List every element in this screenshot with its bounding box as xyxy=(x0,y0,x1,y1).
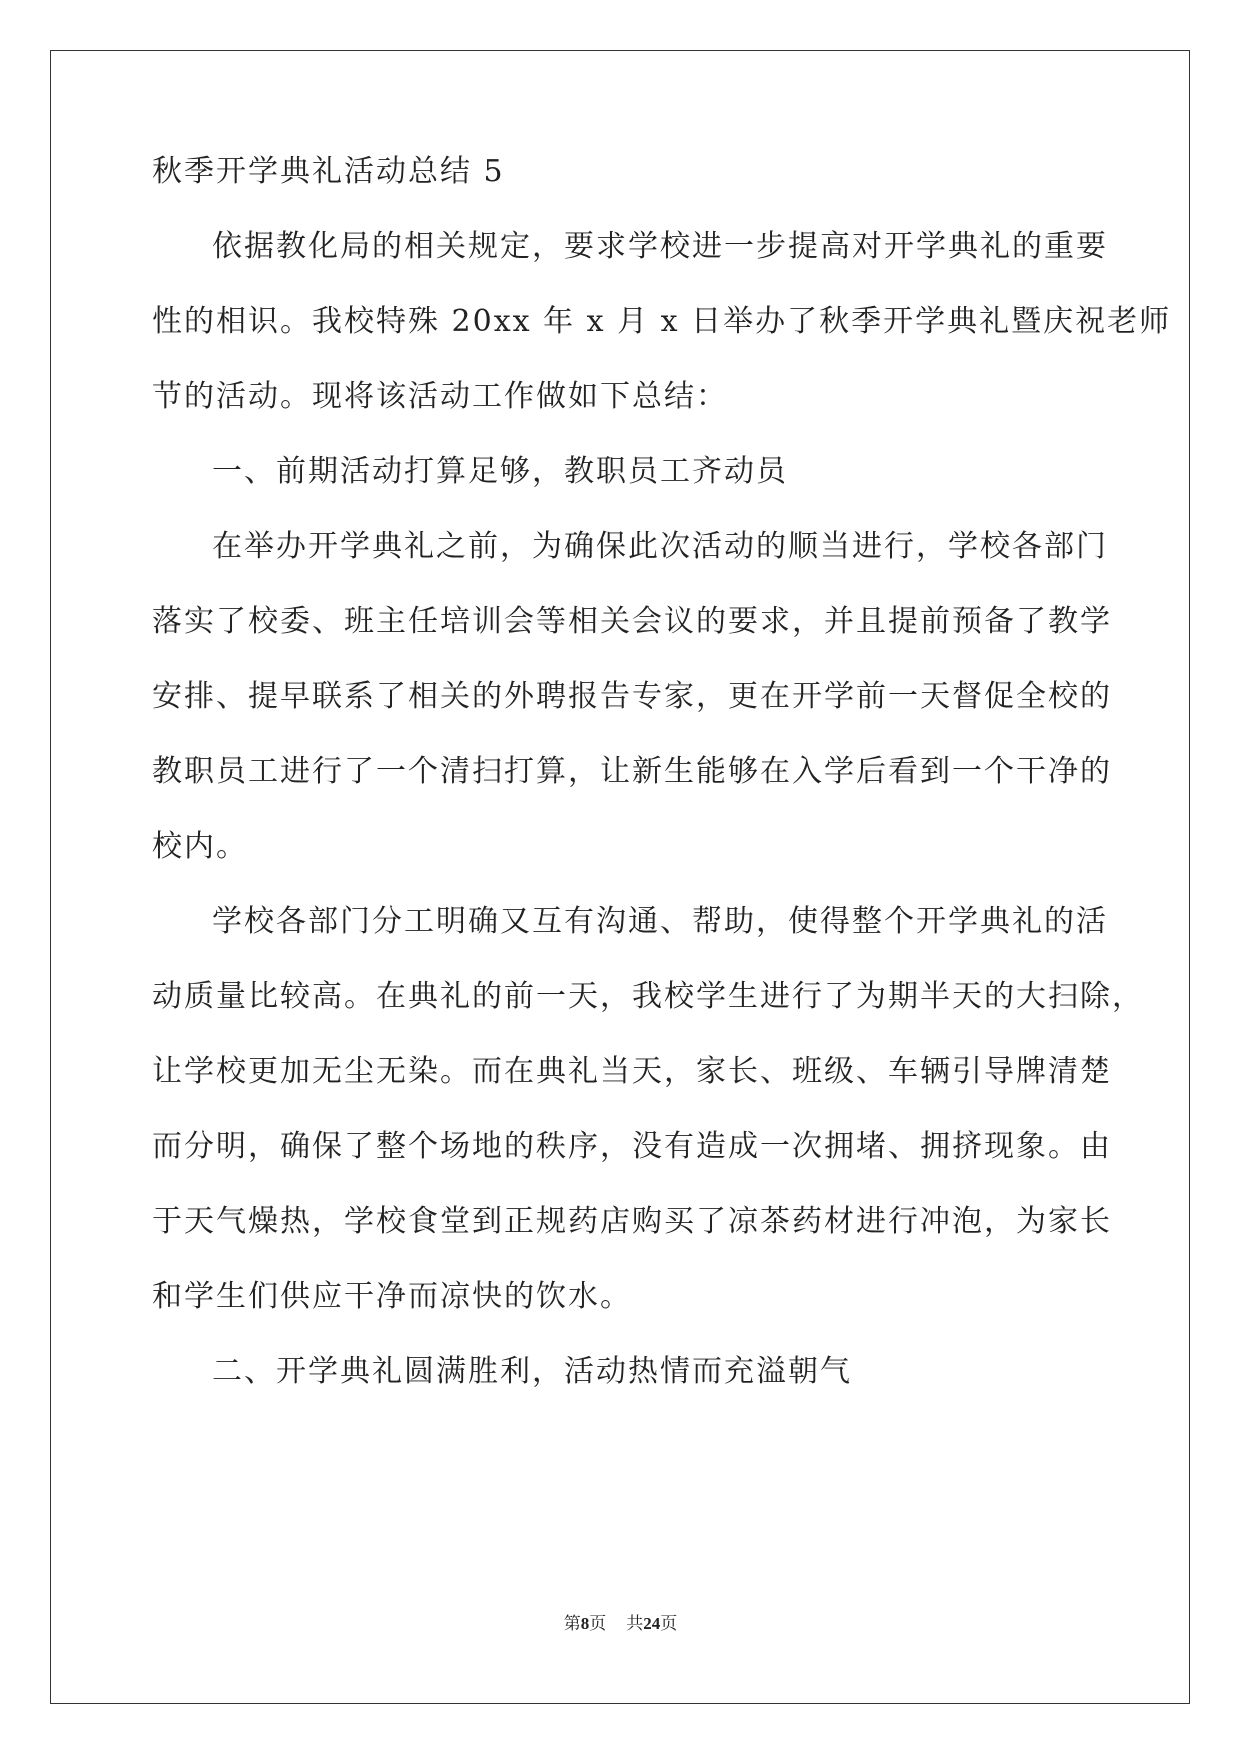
paragraph-line: 让学校更加无尘无染。而在典礼当天，家长、班级、车辆引导牌清楚 xyxy=(152,1054,1112,1089)
total-pages: 24 xyxy=(643,1614,661,1633)
paragraph-line: 校内。 xyxy=(152,829,248,864)
page-number: 8 xyxy=(580,1614,590,1633)
paragraph-line: 在举办开学典礼之前，为确保此次活动的顺当进行，学校各部门 xyxy=(212,529,1108,564)
paragraph-line: 和学生们供应干净而凉快的饮水。 xyxy=(152,1279,632,1314)
total-prefix: 共 xyxy=(626,1614,644,1634)
paragraph-line: 学校各部门分工明确又互有沟通、帮助，使得整个开学典礼的活 xyxy=(212,904,1108,939)
paragraph-line: 教职员工进行了一个清扫打算，让新生能够在入学后看到一个干净的 xyxy=(152,754,1112,789)
paragraph-line: 节的活动。现将该活动工作做如下总结： xyxy=(152,379,728,414)
paragraph-line: 安排、提早联系了相关的外聘报告专家，更在开学前一天督促全校的 xyxy=(152,679,1112,714)
section-heading: 一、前期活动打算足够，教职员工齐动员 xyxy=(212,454,788,489)
page-footer xyxy=(0,1612,1241,1636)
page-border xyxy=(50,50,1190,1704)
paragraph-line: 性的相识。我校特殊 20xx 年 x 月 x 日举办了秋季开学典礼暨庆祝老师 xyxy=(152,304,1172,339)
section-heading: 二、开学典礼圆满胜利，活动热情而充溢朝气 xyxy=(212,1354,852,1389)
page-suffix: 页 xyxy=(589,1614,607,1634)
page-prefix: 第 xyxy=(563,1614,581,1634)
paragraph-line: 而分明，确保了整个场地的秩序，没有造成一次拥堵、拥挤现象。由 xyxy=(152,1129,1112,1164)
paragraph-line: 动质量比较高。在典礼的前一天，我校学生进行了为期半天的大扫除， xyxy=(152,979,1144,1014)
document-title: 秋季开学典礼活动总结 5 xyxy=(152,154,505,189)
paragraph-line: 依据教化局的相关规定，要求学校进一步提高对开学典礼的重要 xyxy=(212,229,1108,264)
paragraph-line: 落实了校委、班主任培训会等相关会议的要求，并且提前预备了教学 xyxy=(152,604,1112,639)
paragraph-line: 于天气燥热，学校食堂到正规药店购买了凉茶药材进行冲泡，为家长 xyxy=(152,1204,1112,1239)
total-suffix: 页 xyxy=(660,1614,678,1634)
